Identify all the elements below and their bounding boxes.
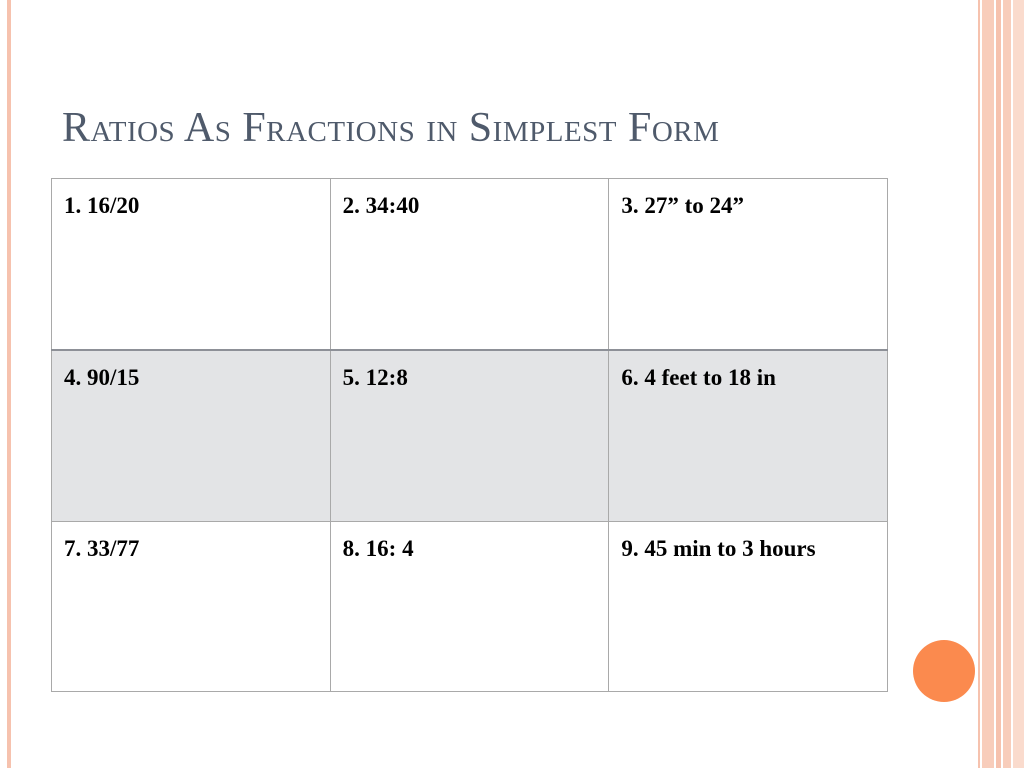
problem-cell: 4. 90/15	[52, 350, 331, 522]
problem-cell: 8. 16: 4	[330, 522, 609, 692]
table-row	[52, 179, 888, 351]
right-stripe	[1003, 0, 1011, 768]
slide-title: Ratios As Fractions in Simplest Form	[62, 105, 720, 151]
right-stripe	[1013, 0, 1024, 768]
table-row	[52, 522, 888, 692]
left-decorative-stripe	[7, 0, 11, 768]
problem-cell: 7. 33/77	[52, 522, 331, 692]
problem-cell: 9. 45 min to 3 hours	[609, 522, 888, 692]
decorative-orange-circle	[913, 640, 975, 702]
problem-table	[51, 178, 888, 692]
problem-cell: 3. 27” to 24”	[609, 179, 888, 351]
right-stripe	[982, 0, 994, 768]
right-stripe	[996, 0, 1001, 768]
right-decorative-stripes	[978, 0, 1024, 768]
problem-cell: 6. 4 feet to 18 in	[609, 350, 888, 522]
problem-cell: 1. 16/20	[52, 179, 331, 351]
problem-cell: 5. 12:8	[330, 350, 609, 522]
right-stripe	[978, 0, 980, 768]
table-row	[52, 350, 888, 522]
problem-cell: 2. 34:40	[330, 179, 609, 351]
